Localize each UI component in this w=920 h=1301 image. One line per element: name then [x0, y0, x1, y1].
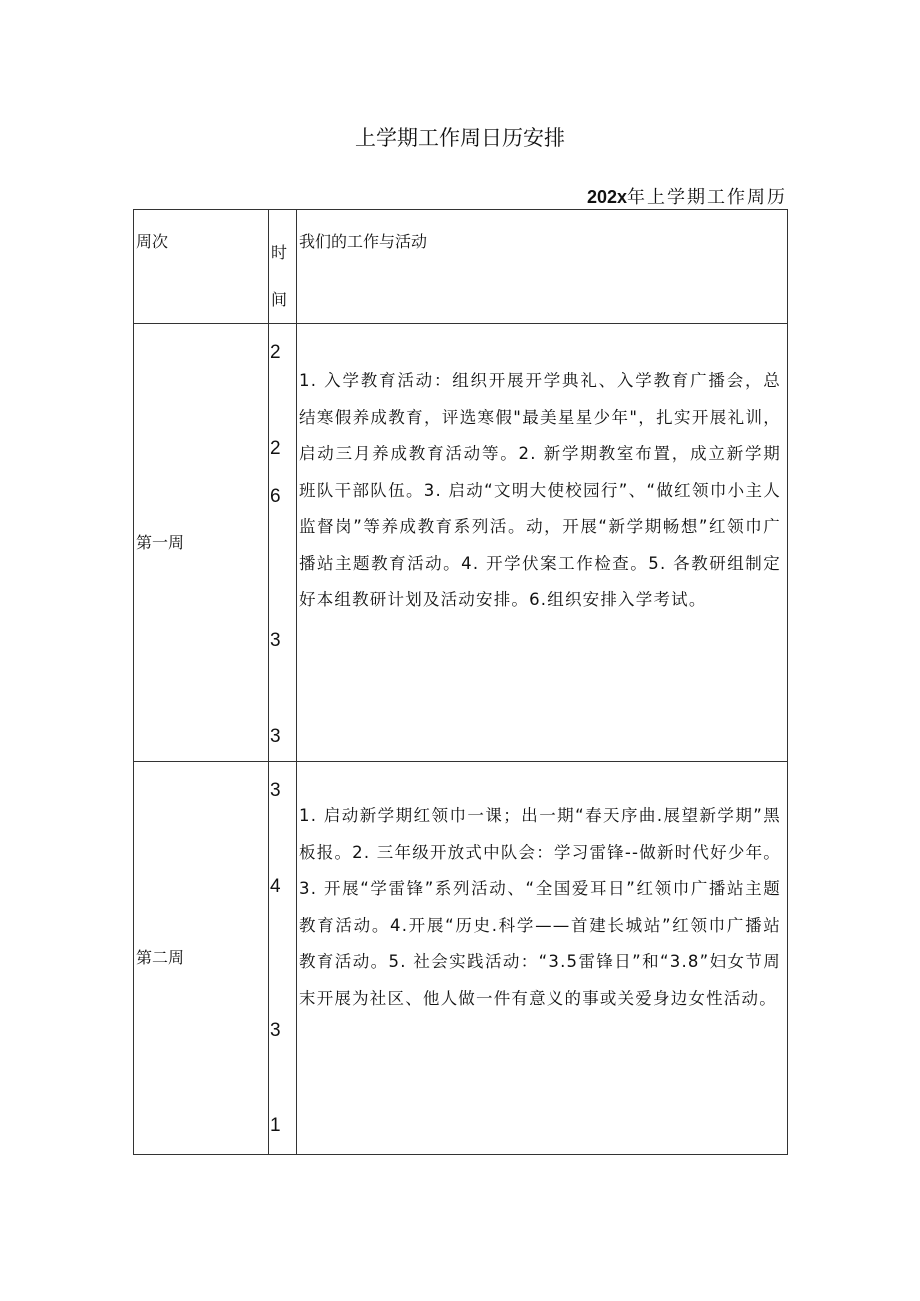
header-time-cell	[269, 210, 297, 324]
time-digit: 2	[270, 342, 281, 363]
activities-text: 1. 入学教育活动：组织开展开学典礼、入学教育广播会，总结寒假养成教育，评选寒假"最美星星少年"，扎实开展礼训，启动三月养成教育活动等。2. 新学期教室布置，成立新学期班队干部队伍。3. 启动“文明大使校园行”、“做红领巾小主人监督岗”等养成教育系列活。动，开展“新学期畅想”红领巾广播站主题教育活动。4. 开学伏案工作检查。5. 各教研组制定好本组教研计划及活动安排。6.组织安排入学考试。	[299, 371, 781, 609]
calendar-table	[133, 209, 788, 1155]
time-digit: 6	[270, 486, 281, 507]
subtitle-text: 年上学期工作周历	[627, 187, 787, 208]
time-digit: 3	[270, 1020, 281, 1041]
week-label: 第一周	[136, 532, 185, 552]
table-row	[134, 324, 788, 762]
time-cell	[269, 762, 297, 1155]
document-title: 上学期工作周日历安排	[355, 126, 565, 150]
header-time	[269, 210, 296, 323]
header-activities: 我们的工作与活动	[299, 232, 428, 251]
time-digit: 3	[270, 780, 281, 801]
header-time-char2: 间	[271, 290, 288, 309]
time-cell	[269, 324, 297, 762]
table-row	[134, 762, 788, 1155]
header-activities-cell	[297, 210, 788, 324]
header-week: 周次	[136, 232, 169, 251]
activities-cell	[297, 324, 788, 762]
subtitle-year: 202x	[586, 187, 627, 207]
week-cell	[134, 762, 269, 1155]
time-digit: 3	[270, 726, 281, 747]
time-digit: 2	[270, 438, 281, 459]
table-header-row	[134, 210, 788, 324]
time-digit: 1	[270, 1115, 281, 1136]
header-time-char1: 时	[271, 243, 288, 262]
time-digit: 4	[270, 876, 281, 897]
activities-cell	[297, 762, 788, 1155]
document-subtitle	[587, 184, 787, 211]
week-label: 第二周	[136, 948, 185, 967]
activities-text: 1. 启动新学期红领巾一课；出一期“春天序曲.展望新学期”黑板报。2. 三年级开放式中队会：学习雷锋--做新时代好少年。3. 开展“学雷锋”系列活动、“全国爱耳日”红领巾广播站主题教育活动。4.开展“历史.科学——首建长城站”红领巾广播站教育活动。5. 社会实践活动：“3.5雷锋日”和“3.8”妇女节周末开展为社区、他人做一件有意义的事或关爱身边女性活动。	[299, 806, 781, 1008]
header-week-cell	[134, 210, 269, 324]
week-cell	[134, 324, 269, 762]
time-digit: 3	[270, 630, 281, 651]
